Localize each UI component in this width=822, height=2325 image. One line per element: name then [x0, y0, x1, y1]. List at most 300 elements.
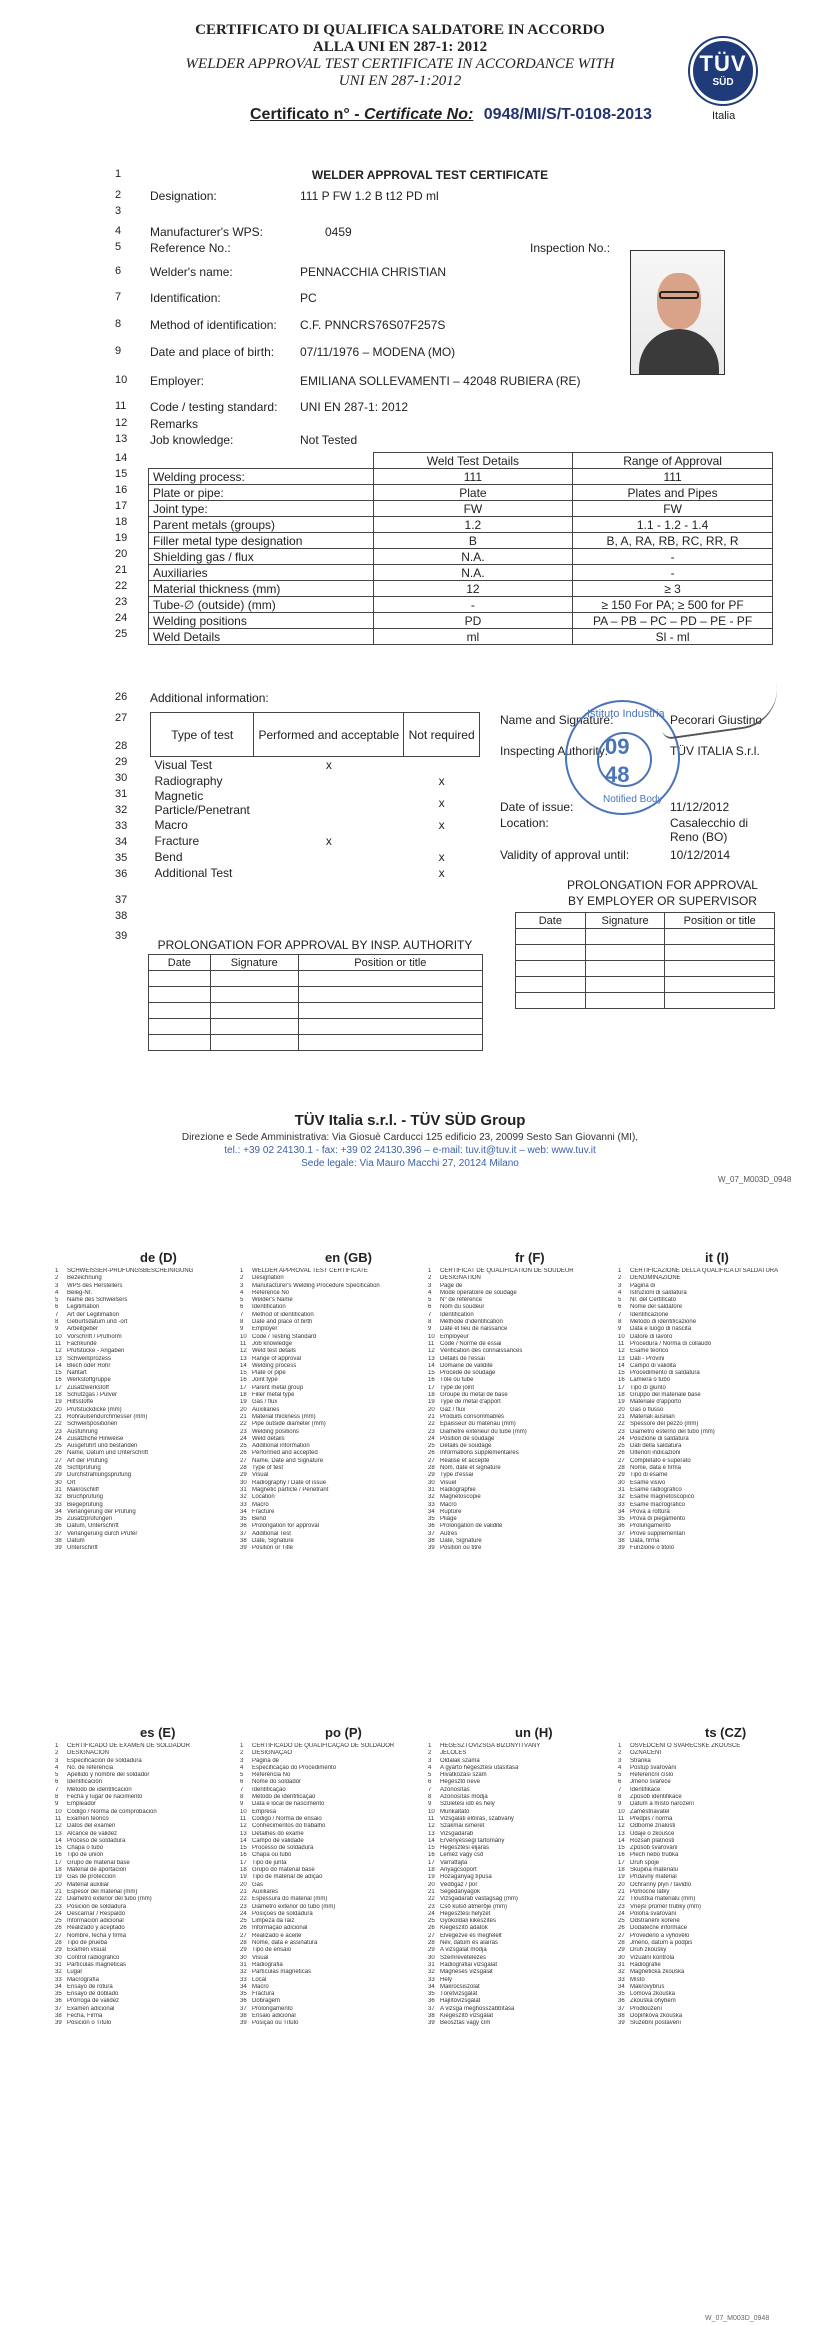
translation-item-number: 28 — [428, 1465, 435, 1472]
translation-item — [55, 1845, 235, 1852]
tests-header — [151, 713, 480, 757]
translation-item-number: 25 — [240, 1443, 247, 1450]
translation-item — [240, 1896, 420, 1903]
row-number: 11 — [115, 400, 127, 412]
translation-item — [428, 1765, 608, 1772]
translation-item — [428, 1326, 608, 1333]
translation-item-text: Employeur — [440, 1333, 469, 1340]
translation-item-text: Rupture — [440, 1508, 462, 1515]
translation-column-en — [240, 1268, 420, 1553]
details-cell-label: Material thickness (mm) — [149, 581, 374, 597]
translation-item-text: Identification — [252, 1304, 286, 1311]
translation-item-text: Nahtart — [67, 1370, 87, 1377]
prolongation-cell[interactable] — [585, 977, 665, 993]
prolongation-row — [516, 977, 775, 993]
prolongation-cell[interactable] — [516, 961, 586, 977]
translation-item-text: Geburtsdatum und -ort — [67, 1319, 128, 1326]
prolongation-cell[interactable] — [210, 987, 298, 1003]
prolongation-cell[interactable] — [665, 993, 775, 1009]
translation-item — [55, 1809, 235, 1816]
translation-item-number: 20 — [428, 1881, 435, 1888]
translation-item-text: SCHWEISSER-PRÜFUNGSBESCHEINIGUNG — [67, 1268, 194, 1274]
translation-item — [618, 1918, 798, 1925]
translation-item — [240, 1399, 420, 1406]
title-it-2: ALLA UNI EN 287-1: 2012 — [312, 39, 488, 55]
translation-item — [428, 1480, 608, 1487]
translation-item — [428, 1977, 608, 1984]
translation-item-text: Érvényességi tartomány — [440, 1837, 505, 1844]
details-cell-range: B, A, RA, RB, RC, RR, R — [573, 533, 773, 549]
translation-item-text: Dati della saldatura — [630, 1443, 682, 1450]
translation-item — [240, 1407, 420, 1414]
translation-item-number: 19 — [618, 1399, 625, 1406]
translation-item-number: 33 — [55, 1976, 62, 1983]
translation-item-text: Réalisé et accepté — [440, 1457, 490, 1464]
translation-item-text: DENOMINAZIONE — [630, 1275, 681, 1282]
test-row — [151, 789, 480, 817]
translation-item-number: 3 — [55, 1282, 59, 1289]
prolongation-cell[interactable] — [210, 1035, 298, 1051]
translation-item — [618, 1436, 798, 1443]
translation-item-text: Nom du soudeur — [440, 1304, 485, 1311]
prolongation-cell[interactable] — [210, 971, 298, 987]
prolongation-cell[interactable] — [210, 1019, 298, 1035]
translation-item-number: 18 — [428, 1867, 435, 1874]
prolongation-cell[interactable] — [665, 945, 775, 961]
translation-item-number: 33 — [55, 1501, 62, 1508]
prolongation-cell[interactable] — [585, 993, 665, 1009]
translation-item-text: Macro — [252, 1983, 269, 1990]
translation-item-text: Tloušťka materiálu (mm) — [630, 1896, 696, 1903]
translation-item — [55, 1326, 235, 1333]
translation-item-text: Hajlítóvizsgálat — [440, 1998, 481, 2005]
row-number: 22 — [115, 580, 128, 592]
translation-item-text: Předpis / norma — [630, 1815, 673, 1822]
translation-item-text: Rohraußendurchmesser (mm) — [67, 1413, 148, 1420]
translation-item-number: 29 — [55, 1947, 62, 1954]
translation-item-text: WPS des Herstellers — [67, 1282, 123, 1289]
translation-item — [618, 2013, 798, 2020]
translation-item — [618, 1297, 798, 1304]
translation-item — [55, 1341, 235, 1348]
translation-item-text: Ort — [67, 1479, 76, 1486]
lang-title-fr: fr (F) — [515, 1250, 545, 1265]
translation-item-text: Date et lieu de naissance — [440, 1326, 508, 1333]
translation-item-text: Ensayo de rotura — [67, 1983, 113, 1990]
translation-item — [55, 1860, 235, 1867]
translation-item — [618, 1502, 798, 1509]
translation-item — [428, 1904, 608, 1911]
translation-item-text: Prolongation for approval — [252, 1523, 320, 1530]
prolongation-cell[interactable] — [298, 1003, 482, 1019]
translation-item-text: Ensayo de doblado — [67, 1991, 119, 1998]
translation-item-number: 6 — [240, 1304, 244, 1311]
translation-item-number: 34 — [240, 1508, 247, 1515]
translation-item — [55, 1911, 235, 1918]
code-value: UNI EN 287-1: 2012 — [300, 400, 409, 414]
details-cell-range: Plates and Pipes — [573, 485, 773, 501]
translation-item — [618, 1538, 798, 1545]
translation-item — [428, 1933, 608, 1940]
details-row — [149, 565, 773, 581]
translation-item-text: Schweißpositionen — [67, 1421, 118, 1428]
translation-item-text: Código / Norma de ensaio — [252, 1815, 322, 1822]
details-cell-range: - — [573, 565, 773, 581]
translation-item-text: Dodatečné informace — [630, 1925, 688, 1932]
prolongation-cell[interactable] — [585, 961, 665, 977]
form-code: W_07_M003D_0948 — [718, 1175, 792, 1184]
translation-item — [428, 1991, 608, 1998]
details-cell-label: Parent metals (groups) — [149, 517, 374, 533]
prolongation-cell[interactable] — [585, 929, 665, 945]
translation-item — [428, 2006, 608, 2013]
translation-item-number: 20 — [618, 1881, 625, 1888]
translation-item-text: Esame magnetoscopico — [630, 1494, 695, 1501]
translation-item-text: Partículas magnéticas — [252, 1969, 312, 1976]
prolongation-cell[interactable] — [585, 945, 665, 961]
test-cell-not: x — [438, 865, 445, 880]
details-row — [149, 533, 773, 549]
translation-item — [55, 1889, 235, 1896]
translation-item-number: 20 — [55, 1881, 62, 1888]
translation-item — [428, 1947, 608, 1954]
translation-item-text: Art der Legitimation — [67, 1311, 120, 1318]
translation-item — [240, 1458, 420, 1465]
translation-column-de — [55, 1268, 235, 1553]
translation-item — [618, 1852, 798, 1859]
prolongation-cell[interactable] — [298, 1035, 482, 1051]
translation-item-number: 5 — [428, 1772, 432, 1779]
translation-item — [55, 2020, 235, 2027]
translation-item-text: Prodloužení — [630, 2005, 663, 2012]
ident-value: PC — [300, 291, 317, 305]
translation-item-text: HEGESZTŐVIZSGA BIZONYÍTVÁNY — [440, 1743, 541, 1749]
translation-item — [240, 1823, 420, 1830]
translation-item — [428, 1801, 608, 1808]
translation-item-number: 37 — [618, 1530, 625, 1537]
translation-item-text: Materiali ausiliari — [630, 1413, 675, 1420]
row-number: 30 — [115, 772, 128, 784]
translation-item — [240, 1831, 420, 1838]
translation-item — [618, 1312, 798, 1319]
prolongation-cell[interactable] — [665, 929, 775, 945]
translation-item — [55, 1312, 235, 1319]
translation-item-number: 20 — [428, 1406, 435, 1413]
translation-item — [55, 1801, 235, 1808]
translation-item-number: 31 — [240, 1486, 247, 1493]
translation-item-number: 25 — [428, 1443, 435, 1450]
translation-item-text: Metodo di identificazione — [630, 1319, 697, 1326]
prolongation-cell[interactable] — [665, 977, 775, 993]
translation-item — [55, 1831, 235, 1838]
prolongation-cell[interactable] — [149, 1019, 211, 1035]
translation-item-number: 15 — [55, 1370, 62, 1377]
translation-item — [428, 1443, 608, 1450]
prolongation-cell[interactable] — [298, 1019, 482, 1035]
translation-item — [618, 1962, 798, 1969]
translation-item-text: Datum, Unterschrift — [67, 1523, 119, 1530]
translation-item — [428, 1860, 608, 1867]
translation-item-number: 33 — [618, 1501, 625, 1508]
details-cell-weld: 111 — [373, 469, 572, 485]
translation-item — [55, 1334, 235, 1341]
translation-item — [240, 1801, 420, 1808]
translation-item-number: 27 — [618, 1932, 625, 1939]
translation-item-text: Kiegészítő vizsgálat — [440, 2012, 494, 2019]
test-cell-not — [404, 833, 480, 849]
designation-label: Designation: — [150, 189, 217, 203]
translation-item — [240, 1356, 420, 1363]
translation-item-text: Información adicional — [67, 1918, 124, 1925]
translation-item-number: 10 — [428, 1333, 435, 1340]
translation-item — [240, 1765, 420, 1772]
translation-item — [618, 1348, 798, 1355]
stamp-number-2: 48 — [605, 762, 630, 787]
translation-item-number: 28 — [55, 1465, 62, 1472]
prolongation-cell[interactable] — [516, 993, 586, 1009]
translation-item-number: 24 — [55, 1910, 62, 1917]
translation-item-text: Weld details — [252, 1435, 285, 1442]
translation-item — [240, 1516, 420, 1523]
translation-item-number: 4 — [618, 1289, 622, 1296]
inspection-label: Inspection No.: — [530, 241, 611, 255]
translation-item-text: Realizado y aceptado — [67, 1925, 125, 1932]
translation-item-text: Ausführung — [67, 1428, 98, 1435]
translation-item-number: 26 — [240, 1450, 247, 1457]
translation-item-text: Informations supplémentaires — [440, 1450, 519, 1457]
translation-item-number: 4 — [428, 1764, 432, 1771]
translation-item-number: 36 — [240, 1998, 247, 2005]
test-cell-not: x — [438, 849, 445, 864]
prolongation-cell[interactable] — [149, 1035, 211, 1051]
translation-item-text: Referência No — [252, 1772, 291, 1779]
translation-item-text: Filler metal type — [252, 1392, 295, 1399]
translation-item — [55, 1904, 235, 1911]
translation-item-text: Zusatzprüfungen — [67, 1516, 113, 1523]
translation-item — [55, 1816, 235, 1823]
certificate-number — [250, 106, 652, 124]
translation-item-text: Página de — [252, 1757, 280, 1764]
translation-item-text: Mode opératoire de soudage — [440, 1289, 517, 1296]
translation-item-text: OSVĚDČENÍ O SVAŘEČSKÉ ZKOUŠCE — [630, 1743, 741, 1749]
translation-item-text: Radiografia — [252, 1961, 283, 1968]
translation-item — [240, 1962, 420, 1969]
translation-item — [240, 1275, 420, 1282]
footer-legal: Sede legale: Via Mauro Macchi 27, 20124 Milano — [301, 1158, 519, 1169]
translation-item-text: Způsob identifikace — [630, 1794, 682, 1801]
translation-item-number: 19 — [55, 1874, 62, 1881]
translation-item-text: Autres — [440, 1530, 458, 1537]
translation-item — [428, 1940, 608, 1947]
translation-item — [428, 1779, 608, 1786]
translation-item — [618, 1947, 798, 1954]
translation-item-text: Posições de soldadura — [252, 1910, 313, 1917]
translation-item — [618, 1385, 798, 1392]
auth-col-position: Position or title — [298, 955, 482, 971]
translation-item-text: Visual — [252, 1472, 269, 1479]
translation-item-text: Zkouška ohybem — [630, 1998, 676, 2005]
translation-item-text: Verlängerung durch Prüfer — [67, 1530, 138, 1537]
translation-item-number: 21 — [618, 1888, 625, 1895]
translation-item — [428, 1290, 608, 1297]
translation-item — [55, 1545, 235, 1552]
translation-item — [428, 1911, 608, 1918]
translation-item-text: Werkstoffgruppe — [67, 1377, 111, 1384]
translation-item-number: 32 — [618, 1494, 625, 1501]
translation-item — [618, 1399, 798, 1406]
wps-value: 0459 — [325, 225, 352, 239]
translation-item — [55, 1962, 235, 1969]
translation-item-number: 2 — [55, 1275, 59, 1282]
prolongation-row — [149, 1003, 483, 1019]
translation-item-text: Schweißprozess — [67, 1355, 112, 1362]
translation-item-number: 7 — [618, 1786, 622, 1793]
translation-item — [618, 1977, 798, 1984]
translation-item — [618, 1268, 798, 1275]
auth-col-signature: Signature — [210, 955, 298, 971]
prolongation-cell[interactable] — [149, 971, 211, 987]
translation-item — [55, 1823, 235, 1830]
translation-item — [55, 1772, 235, 1779]
test-row — [151, 817, 480, 833]
translation-item — [618, 1998, 798, 2005]
translation-item-text: Chapa o tubo — [67, 1845, 104, 1852]
translation-item — [618, 1509, 798, 1516]
translation-item-number: 22 — [55, 1896, 62, 1903]
translation-item-number: 35 — [240, 1991, 247, 1998]
translation-item-number: 9 — [55, 1801, 59, 1808]
translation-item-number: 34 — [618, 1983, 625, 1990]
translation-item-number: 30 — [240, 1479, 247, 1486]
translation-item-number: 6 — [55, 1304, 59, 1311]
prolongation-cell[interactable] — [665, 961, 775, 977]
translation-item-number: 25 — [55, 1443, 62, 1450]
translation-item-number: 18 — [240, 1867, 247, 1874]
method-label: Method of identification: — [150, 318, 277, 332]
translation-item — [428, 1487, 608, 1494]
row-number: 36 — [115, 868, 128, 880]
translation-item-text: Verlängerung der Prüfung — [67, 1508, 136, 1515]
translation-item-text: Parent metal group — [252, 1384, 304, 1391]
translation-item — [618, 1523, 798, 1530]
footer-contacts: tel.: +39 02 24130.1 - fax: +39 02 24130.396 – e-mail: tuv.it@tuv.it – web: www.tuv.it — [224, 1145, 596, 1156]
translation-item-number: 36 — [618, 1523, 625, 1530]
translation-item-text: Campo di validità — [630, 1362, 677, 1369]
translation-item-number: 20 — [240, 1406, 247, 1413]
translation-item-number: 17 — [55, 1384, 62, 1391]
translation-item-number: 37 — [240, 1530, 247, 1537]
translation-item-number: 24 — [240, 1910, 247, 1917]
translation-item-number: 24 — [55, 1435, 62, 1442]
translation-item-text: Détails de soudage — [440, 1443, 492, 1450]
translation-item — [428, 1845, 608, 1852]
translation-item-text: Método de identificação — [252, 1794, 316, 1801]
prolongation-cell[interactable] — [149, 987, 211, 1003]
translation-item-text: Gyökoldali kikészítés — [440, 1918, 497, 1925]
translation-item-number: 16 — [618, 1377, 625, 1384]
translation-item-number: 14 — [240, 1837, 247, 1844]
translation-item-text: Range of approval — [252, 1355, 302, 1362]
prolongation-row — [149, 971, 483, 987]
translation-item-number: 39 — [55, 2020, 62, 2027]
prolongation-cell[interactable] — [149, 1003, 211, 1019]
details-cell-label: Welding positions — [149, 613, 374, 629]
translation-item-number: 16 — [428, 1852, 435, 1859]
translation-item-text: Position de soudage — [440, 1435, 495, 1442]
prolongation-cell[interactable] — [516, 977, 586, 993]
translation-item — [55, 1465, 235, 1472]
translation-item-number: 36 — [428, 1998, 435, 2005]
translation-item-number: 11 — [428, 1815, 435, 1822]
translation-item-number: 29 — [428, 1947, 435, 1954]
translation-item — [55, 1385, 235, 1392]
translation-item — [428, 1304, 608, 1311]
translation-item-text: Auxiliares — [252, 1888, 279, 1895]
row-number: 39 — [115, 930, 128, 942]
prolongation-cell[interactable] — [516, 945, 586, 961]
translation-item-text: Grupo do material base — [252, 1867, 315, 1874]
col-weld-details: Weld Test Details — [373, 453, 572, 469]
prolongation-cell[interactable] — [298, 971, 482, 987]
translation-item — [240, 1758, 420, 1765]
translation-item-number: 21 — [428, 1413, 435, 1420]
translation-item-text: Hegesztő neve — [440, 1779, 481, 1786]
translation-item-text: Ochranný plyn / tavidlo — [630, 1881, 692, 1888]
translation-item-text: Posição ou Título — [252, 2020, 299, 2027]
translation-item — [240, 1889, 420, 1896]
translation-item — [618, 1414, 798, 1421]
translation-item-number: 37 — [428, 1530, 435, 1537]
details-cell-weld: N.A. — [373, 565, 572, 581]
translation-item-text: Nom, date et signature — [440, 1465, 501, 1472]
translation-item — [55, 1750, 235, 1757]
translation-item-number: 36 — [55, 1998, 62, 2005]
translation-item-number: 34 — [55, 1508, 62, 1515]
translation-item-text: Pagina di — [630, 1282, 656, 1289]
translation-item — [240, 1450, 420, 1457]
prolongation-cell[interactable] — [516, 929, 586, 945]
details-cell-range: Sl - ml — [573, 629, 773, 645]
row-number: 16 — [115, 484, 128, 496]
translation-item — [240, 1852, 420, 1859]
translation-item-text: Espessura do material (mm) — [252, 1896, 328, 1903]
row-number: 3 — [115, 205, 122, 217]
prolongation-cell[interactable] — [210, 1003, 298, 1019]
translation-item-number: 35 — [618, 1516, 625, 1523]
translation-item — [428, 1363, 608, 1370]
lang-title-es: es (E) — [140, 1725, 176, 1740]
translation-item — [428, 1312, 608, 1319]
translation-item — [55, 1450, 235, 1457]
logo-text: TÜV — [699, 51, 747, 76]
translation-item — [55, 1940, 235, 1947]
details-cell-label: Shielding gas / flux — [149, 549, 374, 565]
details-row — [149, 597, 773, 613]
translation-item — [240, 1297, 420, 1304]
translation-item — [240, 1940, 420, 1947]
translation-item-number: 8 — [55, 1319, 59, 1326]
translation-item-text: Employer — [252, 1326, 278, 1333]
prolongation-cell[interactable] — [298, 987, 482, 1003]
translation-item — [55, 1443, 235, 1450]
stamp-bottom-text: Notified Body — [603, 794, 663, 805]
cert-label-en: Certificate No: — [363, 106, 474, 123]
translation-item-number: 4 — [618, 1764, 622, 1771]
translation-item — [428, 2013, 608, 2020]
translation-item-text: Apellido y nombre del soldador — [67, 1772, 150, 1779]
title-en-1: WELDER APPROVAL TEST CERTIFICATE IN ACCORDANCE WITH — [185, 56, 615, 72]
details-cell-weld: - — [373, 597, 572, 613]
